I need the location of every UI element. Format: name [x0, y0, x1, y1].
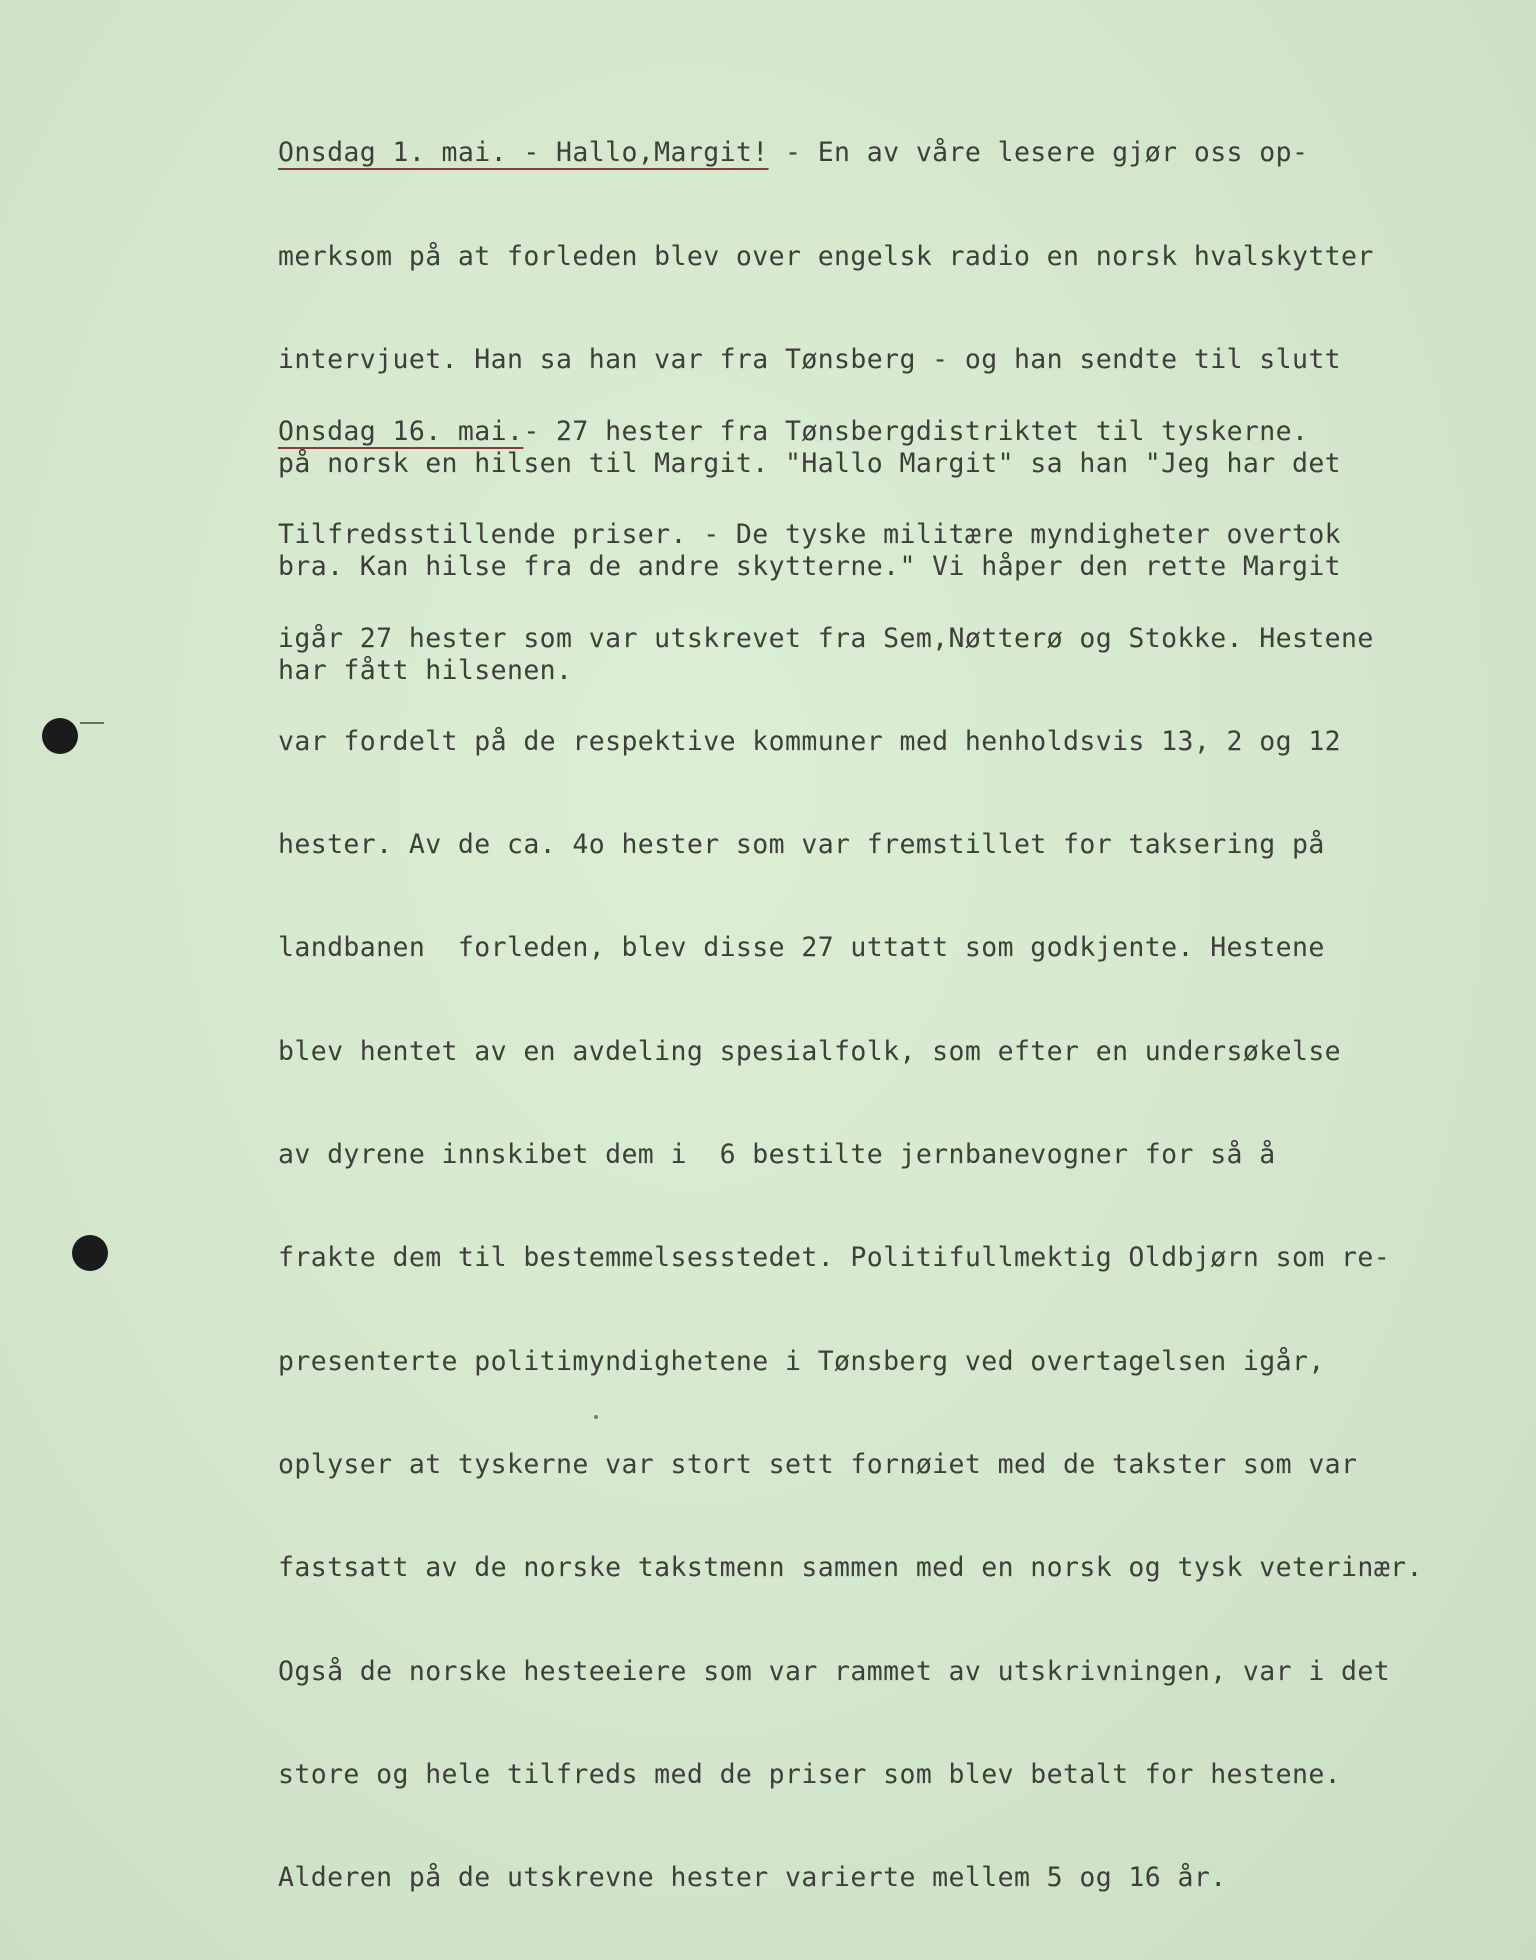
entry-2-line-3: igår 27 hester som var utskrevet fra Sem,Nøtterø og Stokke. Hestene [278, 622, 1374, 654]
entry-2-line-14: store og hele tilfreds med de priser som blev betalt for hestene. [278, 1758, 1342, 1790]
punch-hole-bottom [72, 1235, 108, 1271]
entry-2-line-5: hester. Av de ca. 4o hester som var fremstillet for taksering på [278, 829, 1325, 861]
entry-1-line-5: bra. Kan hilse fra de andre skytterne." Vi håper den rette Margit [278, 551, 1342, 582]
entry-2-line-7: blev hentet av en avdeling spesialfolk, som efter en undersøkelse [278, 1035, 1342, 1067]
entry-2-line-11: oplyser at tyskerne var stort sett fornøiet med de takster som var [278, 1448, 1358, 1480]
entry-2-line-12: fastsatt av de norske takstmenn sammen med en norsk og tysk veterinær. [278, 1552, 1423, 1584]
entry-1-heading: Onsdag 1. mai. - Hallo,Margit! [278, 137, 769, 168]
punch-hole-top [42, 718, 78, 754]
entry-2-may-16 [278, 349, 1478, 1960]
entry-2-line-4: var fordelt på de respektive kommuner med henholdsvis 13, 2 og 12 [278, 725, 1342, 757]
entry-1-line-1: Onsdag 1. mai. - Hallo,Margit! - En av våre lesere gjør oss op- [278, 137, 1309, 168]
entry-1-line-4: på norsk en hilsen til Margit. "Hallo Margit" sa han "Jeg har det [278, 447, 1342, 479]
entry-2-line-9: frakte dem til bestemmelsesstedet. Politifullmektig Oldbjørn som re- [278, 1242, 1391, 1274]
entry-1-line-3: intervjuet. Han sa han var fra Tønsberg - og han sendte til slutt [278, 344, 1342, 375]
entry-1-line-2: merksom på at forleden blev over engelsk radio en norsk hvalskytter [278, 240, 1374, 272]
entry-2-line-10: presenterte politimyndighetene i Tønsberg ved overtagelsen igår, [278, 1345, 1325, 1377]
pencil-mark [80, 722, 104, 724]
entry-2-line-2: Tilfredsstillende priser. - De tyske militære myndigheter overtok [278, 519, 1342, 551]
entry-2-line-1: Onsdag 16. mai.- 27 hester fra Tønsbergdistriktet til tyskerne. [278, 416, 1309, 447]
entry-2-line-8: av dyrene innskibet dem i 6 bestilte jernbanevogner for så å [278, 1139, 1276, 1171]
entry-1-line-6: har fått hilsenen. [278, 654, 573, 686]
entry-2-heading: Onsdag 16. mai. [278, 416, 524, 447]
entry-2-line-15: Alderen på de utskrevne hester varierte mellem 5 og 16 år. [278, 1862, 1227, 1894]
entry-2-line-6: landbanen forleden, blev disse 27 uttatt som godkjente. Hestene [278, 932, 1325, 964]
entry-2-line-13: Også de norske hesteeiere som var rammet av utskrivningen, var i det [278, 1655, 1391, 1687]
